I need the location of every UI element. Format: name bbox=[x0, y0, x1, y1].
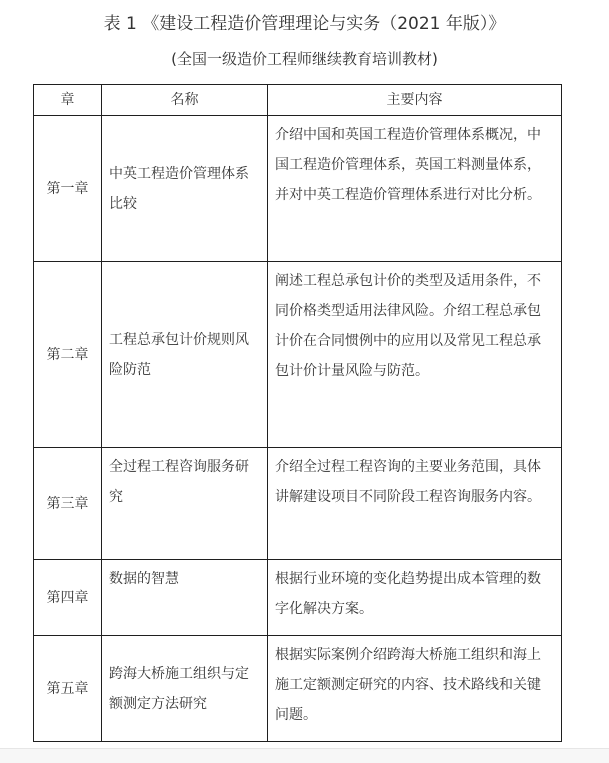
row-content: 根据行业环境的变化趋势提出成本管理的数字化解决方案。 bbox=[268, 560, 562, 636]
row-content: 介绍全过程工程咨询的主要业务范围，具体讲解建设项目不同阶段工程咨询服务内容。 bbox=[268, 448, 562, 560]
header-name: 名称 bbox=[102, 85, 268, 116]
row-content: 根据实际案例介绍跨海大桥施工组织和海上施工定额测定研究的内容、技术路线和关键问题。 bbox=[268, 636, 562, 742]
table-row bbox=[34, 560, 562, 636]
row-name: 全过程工程咨询服务研究 bbox=[102, 448, 268, 560]
row-content: 介绍中国和英国工程造价管理体系概况，中国工程造价管理体系，英国工料测量体系，并对中英工程造价管理体系进行对比分析。 bbox=[268, 116, 562, 262]
row-chapter: 第三章 bbox=[34, 448, 102, 560]
curriculum-table bbox=[33, 84, 562, 742]
row-name: 跨海大桥施工组织与定额测定方法研究 bbox=[102, 636, 268, 742]
row-name: 数据的智慧 bbox=[102, 560, 268, 636]
table-row bbox=[34, 636, 562, 742]
row-name: 中英工程造价管理体系比较 bbox=[102, 116, 268, 262]
table-row bbox=[34, 262, 562, 448]
table-row bbox=[34, 448, 562, 560]
row-content: 阐述工程总承包计价的类型及适用条件，不同价格类型适用法律风险。介绍工程总承包计价在合同惯例中的应用以及常见工程总承包计价计量风险与防范。 bbox=[268, 262, 562, 448]
table-title: 表 1 《建设工程造价管理理论与实务（2021 年版）》 bbox=[103, 14, 506, 34]
row-chapter: 第四章 bbox=[34, 560, 102, 636]
row-name: 工程总承包计价规则风险防范 bbox=[102, 262, 268, 448]
row-chapter: 第二章 bbox=[34, 262, 102, 448]
table-row bbox=[34, 116, 562, 262]
header-chapter: 章 bbox=[34, 85, 102, 116]
row-chapter: 第一章 bbox=[34, 116, 102, 262]
header-content: 主要内容 bbox=[268, 85, 562, 116]
table-header-row bbox=[34, 85, 562, 116]
row-chapter: 第五章 bbox=[34, 636, 102, 742]
table-subtitle: (全国一级造价工程师继续教育培训教材) bbox=[171, 50, 438, 68]
page-footer-strip bbox=[0, 748, 609, 763]
